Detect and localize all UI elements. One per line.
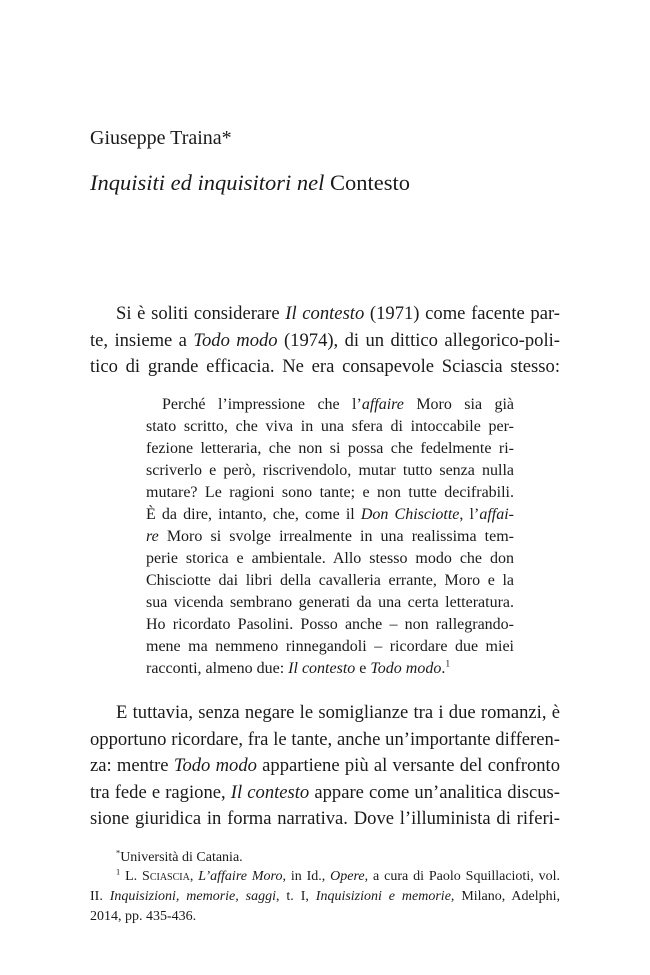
paragraph-2-line-2: opportuno ricordare, fra le tante, anche un’importante differen- [90, 729, 560, 750]
paragraph-1-line-1: Si è soliti considerare Il contesto (1971) come facente par- [116, 303, 560, 324]
quote-line-3: fezione letteraria, che non si possa che fedelmente ri- [146, 440, 514, 457]
quote-line-8: perie storica e ambientale. Allo stesso modo che don [146, 550, 514, 567]
quote-line-5: mutare? Le ragioni sono tante; e non tutte decifrabili. [146, 484, 514, 501]
title-italic: Inquisiti ed inquisitori nel [90, 170, 325, 195]
quote-line-2: stato scritto, che viva in una sfera di intoccabile per- [146, 418, 514, 435]
quote-line-6: È da dire, intanto, che, come il Don Chisciotte, l’affai- [146, 506, 514, 523]
footnote-1-line-1: $^1$ L. Sciascia, L’affaire Moro, in Id., Opere, a cura di Paolo Squillacioti, vol. [116, 867, 560, 884]
quote-line-1: Perché l’impressione che l’affaire Moro sia già [162, 396, 514, 413]
quote-line-13: racconti, almeno due: Il contesto e Todo modo.$^1$ [146, 658, 451, 677]
quote-line-11: Ho ricordato Pasolini. Posso anche – non rallegrando- [146, 616, 514, 633]
footnote-affiliation: *Università di Catania. [116, 848, 243, 865]
quote-line-12: mene ma nemmeno rinnegandoli – ricordare due miei [146, 638, 514, 655]
quote-line-9: Chisciotte dai libri della cavalleria errante, Moro e la [146, 572, 514, 589]
paragraph-2-line-3: za: mentre Todo modo appartiene più al versante del confronto [90, 755, 561, 776]
paragraph-1-line-3: tico di grande efficacia. Ne era consapevole Sciascia stesso: [90, 356, 560, 377]
title-roman: Contesto [330, 170, 411, 195]
paragraph-1-line-2: te, insieme a Todo modo (1974), di un dittico allegorico-poli- [90, 330, 560, 351]
footnote-1-line-2: II. Inquisizioni, memorie, saggi, t. I, Inquisizioni e memorie, Milano, Adelphi, [90, 889, 561, 904]
footnote-1-line-3: 2014, pp. 435-436. [90, 909, 197, 924]
paragraph-2-line-1: E tuttavia, senza negare le somiglianze tra i due romanzi, è [116, 702, 560, 723]
footnote-ref-1: 1 [445, 658, 451, 670]
paragraph-2-line-5: sione giuridica in forma narrativa. Dove l’illuminista di riferi- [90, 808, 560, 829]
article-title [90, 169, 410, 197]
quote-line-7: re Moro si svolge irrealmente in una realissima tem- [146, 528, 514, 545]
author-name: Giuseppe Traina* [90, 127, 232, 149]
quote-line-4: scriverlo e però, riscrivendolo, mutar tutto senza nulla [146, 462, 514, 479]
paragraph-2-line-4: tra fede e ragione, Il contesto appare come un’analitica discus- [90, 782, 560, 803]
quote-line-10: sua vicenda sembrano generati da una certa letteratura. [146, 594, 514, 611]
